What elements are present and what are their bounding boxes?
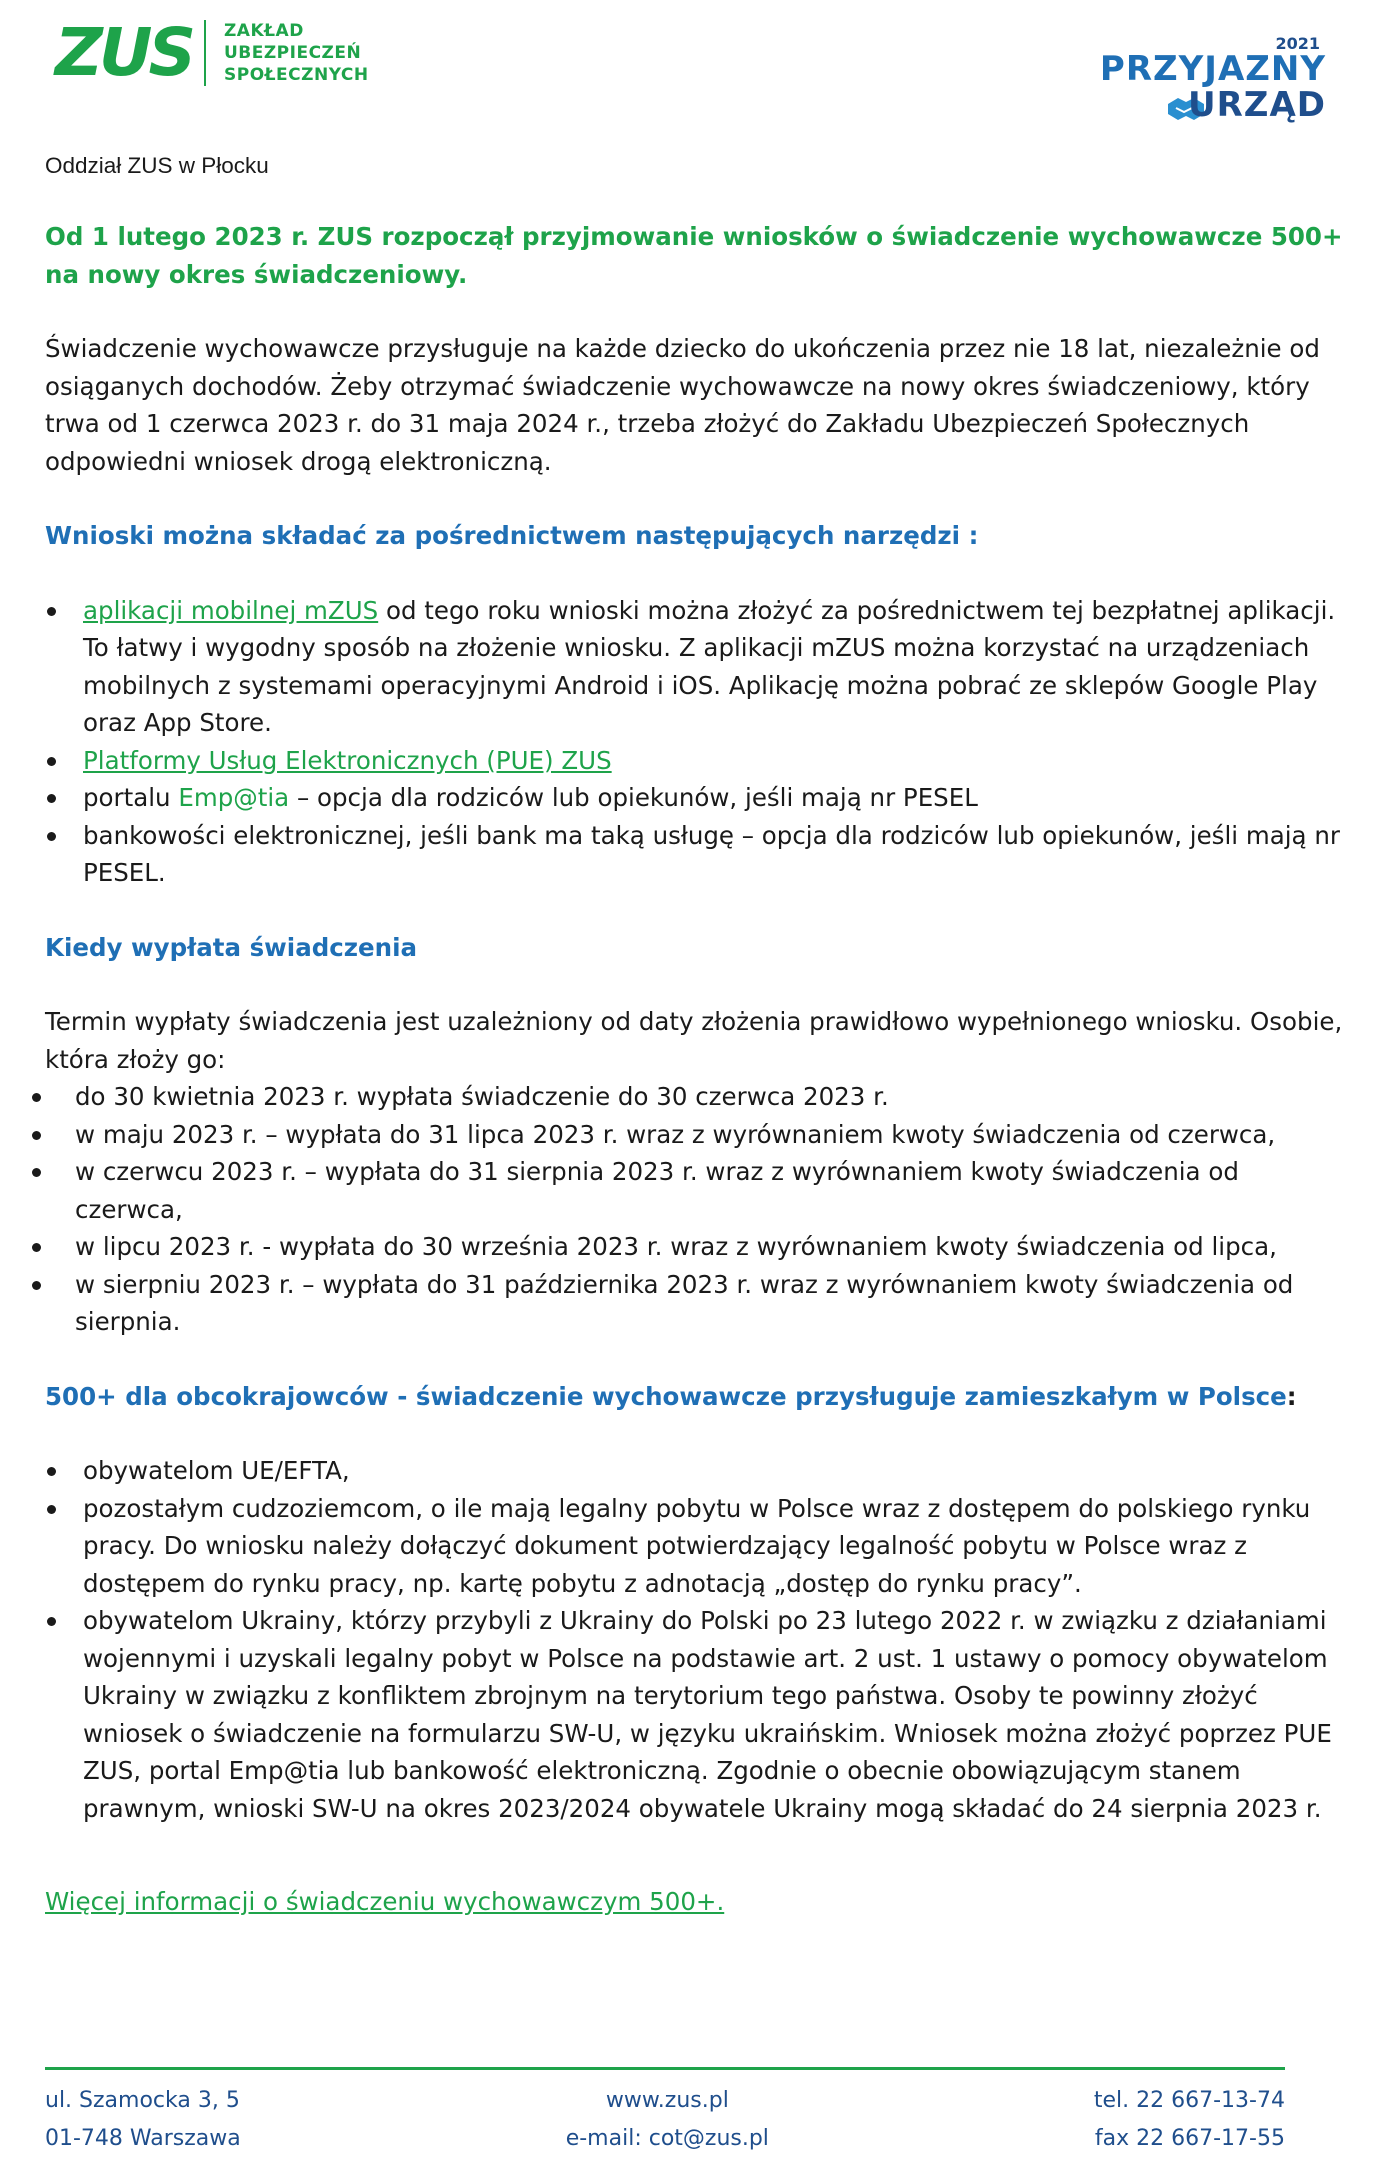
list-item: obywatelom UE/EFTA,	[45, 1452, 1345, 1490]
foreigners-heading-colon: :	[1286, 1381, 1297, 1411]
footer-address	[45, 2082, 241, 2158]
logo-divider	[204, 20, 206, 86]
list-item: do 30 kwietnia 2023 r. wypłata świadczenie do 30 czerwca 2023 r.	[30, 1078, 1345, 1116]
zus-logo-mark: ZUS	[55, 14, 192, 91]
foreigners-heading	[45, 1378, 1345, 1416]
tools-item-3-prefix: portalu	[83, 783, 179, 812]
footer-phones	[1094, 2082, 1285, 2158]
intro-paragraph: Świadczenie wychowawcze przysługuje na każde dziecko do ukończenia przez nie 18 lat, niezależnie od osiąganych dochodów. Żeby otrzymać świadczenie wychowawcze na nowy okres świadczeniowy, który trwa od 1 czerwca 2023 r. do 31 maja 2024 r., trzeba złożyć do Zakładu Ubezpieczeń Społecznych odpowiedni wniosek drogą elektroniczną.	[45, 334, 1320, 476]
office-name: Oddział ZUS w Płocku	[45, 153, 269, 178]
foreigners-list	[45, 1452, 1345, 1827]
empatia-link[interactable]: Emp@tia	[178, 783, 290, 812]
mzus-app-link[interactable]: aplikacji mobilnej mZUS	[83, 595, 379, 625]
tools-item-3-text: – opcja dla rodziców lub opiekunów, jeśli mają nr PESEL	[289, 783, 978, 812]
tools-item-4-text: bankowości elektronicznej, jeśli bank ma taką usługę – opcja dla rodziców lub opiekunów, jeśli mają nr PESEL.	[83, 820, 1340, 887]
list-item	[45, 742, 1345, 780]
zus-logo-text	[224, 20, 369, 86]
badge-line-2: URZĄD	[1188, 85, 1326, 125]
logo-line-2: UBEZPIECZEŃ	[223, 43, 362, 63]
tools-heading: Wnioski można składać za pośrednictwem następujących narzędzi :	[45, 521, 979, 550]
list-item	[45, 817, 1345, 892]
lead-paragraph: Od 1 lutego 2023 r. ZUS rozpoczął przyjmowanie wniosków o świadczenie wychowawcze 500+ na nowy okres świadczeniowy.	[45, 222, 1343, 289]
list-item: w maju 2023 r. – wypłata do 31 lipca 2023 r. wraz z wyrównaniem kwoty świadczenia od czerwca,	[30, 1116, 1345, 1154]
badge-line-1: PRZYJAZNY	[1099, 49, 1326, 89]
foreigners-heading-text: 500+ dla obcokrajowców - świadczenie wychowawcze przysługuje zamieszkałym w Polsce	[45, 1381, 1287, 1411]
logo-line-1: ZAKŁAD	[223, 21, 304, 41]
friendly-office-badge	[1099, 34, 1326, 134]
list-item	[45, 779, 1345, 817]
footer-divider	[45, 2067, 1285, 2070]
document-body	[45, 150, 1345, 1921]
tools-list	[45, 592, 1345, 892]
footer	[45, 2082, 1285, 2158]
footer-website-link[interactable]: www.zus.pl	[605, 2088, 729, 2113]
footer-tel: tel. 22 667-13-74	[1093, 2088, 1285, 2113]
more-info-link[interactable]: Więcej informacji o świadczeniu wychowawczym 500+.	[45, 1887, 725, 1916]
list-item: w czerwcu 2023 r. – wypłata do 31 sierpnia 2023 r. wraz z wyrównaniem kwoty świadczenia od czerwca,	[30, 1153, 1345, 1228]
payment-heading: Kiedy wypłata świadczenia	[45, 932, 418, 962]
pue-zus-link[interactable]: Platformy Usług Elektronicznych (PUE) ZUS	[83, 745, 612, 775]
payment-intro: Termin wypłaty świadczenia jest uzależniony od daty złożenia prawidłowo wypełnionego wniosku. Osobie, która złoży go:	[45, 1007, 1343, 1074]
footer-street: ul. Szamocka 3, 5	[45, 2088, 240, 2113]
footer-contact	[566, 2082, 769, 2158]
zus-logo	[55, 14, 369, 92]
logo-line-3: SPOŁECZNYCH	[223, 65, 369, 85]
footer-email-link[interactable]: e-mail: cot@zus.pl	[565, 2126, 769, 2151]
list-item	[45, 592, 1345, 742]
tools-item-1-text: od tego roku wnioski można złożyć za pośrednictwem tej bezpłatnej aplikacji. To łatwy i wygodny sposób na złożenie wniosku. Z aplikacji mZUS można korzystać na urządzeniach mobilnych z systemami operacyjnymi Android i iOS. Aplikację można pobrać ze sklepów Google Play oraz App Store.	[83, 595, 1336, 737]
list-item: w sierpniu 2023 r. – wypłata do 31 października 2023 r. wraz z wyrównaniem kwoty świadczenia od sierpnia.	[30, 1266, 1345, 1341]
list-item: pozostałym cudzoziemcom, o ile mają legalny pobytu w Polsce wraz z dostępem do polskiego rynku pracy. Do wniosku należy dołączyć dokument potwierdzający legalność pobytu w Polsce wraz z dostępem do rynku pracy, np. kartę pobytu z adnotacją „dostęp do rynku pracy”.	[45, 1490, 1345, 1603]
list-item: obywatelom Ukrainy, którzy przybyli z Ukrainy do Polski po 23 lutego 2022 r. w związku z działaniami wojennymi i uzyskali legalny pobyt w Polsce na podstawie art. 2 ust. 1 ustawy o pomocy obywatelom Ukrainy w związku z konfliktem zbrojnym na terytorium tego państwa. Osoby te powinny złożyć wniosek o świadczenie na formularzu SW-U, w języku ukraińskim. Wniosek można złożyć poprzez PUE ZUS, portal Emp@tia lub bankowość elektroniczną. Zgodnie o obecnie obowiązującym stanem prawnym, wnioski SW-U na okres 2023/2024 obywatele Ukrainy mogą składać do 24 sierpnia 2023 r.	[45, 1602, 1345, 1827]
footer-fax: fax 22 667-17-55	[1094, 2126, 1285, 2151]
footer-city: 01-748 Warszawa	[45, 2126, 241, 2151]
list-item: w lipcu 2023 r. - wypłata do 30 września 2023 r. wraz z wyrównaniem kwoty świadczenia od lipca,	[30, 1228, 1345, 1266]
payment-list	[30, 1078, 1345, 1341]
badge-year: 2021	[1275, 34, 1320, 53]
